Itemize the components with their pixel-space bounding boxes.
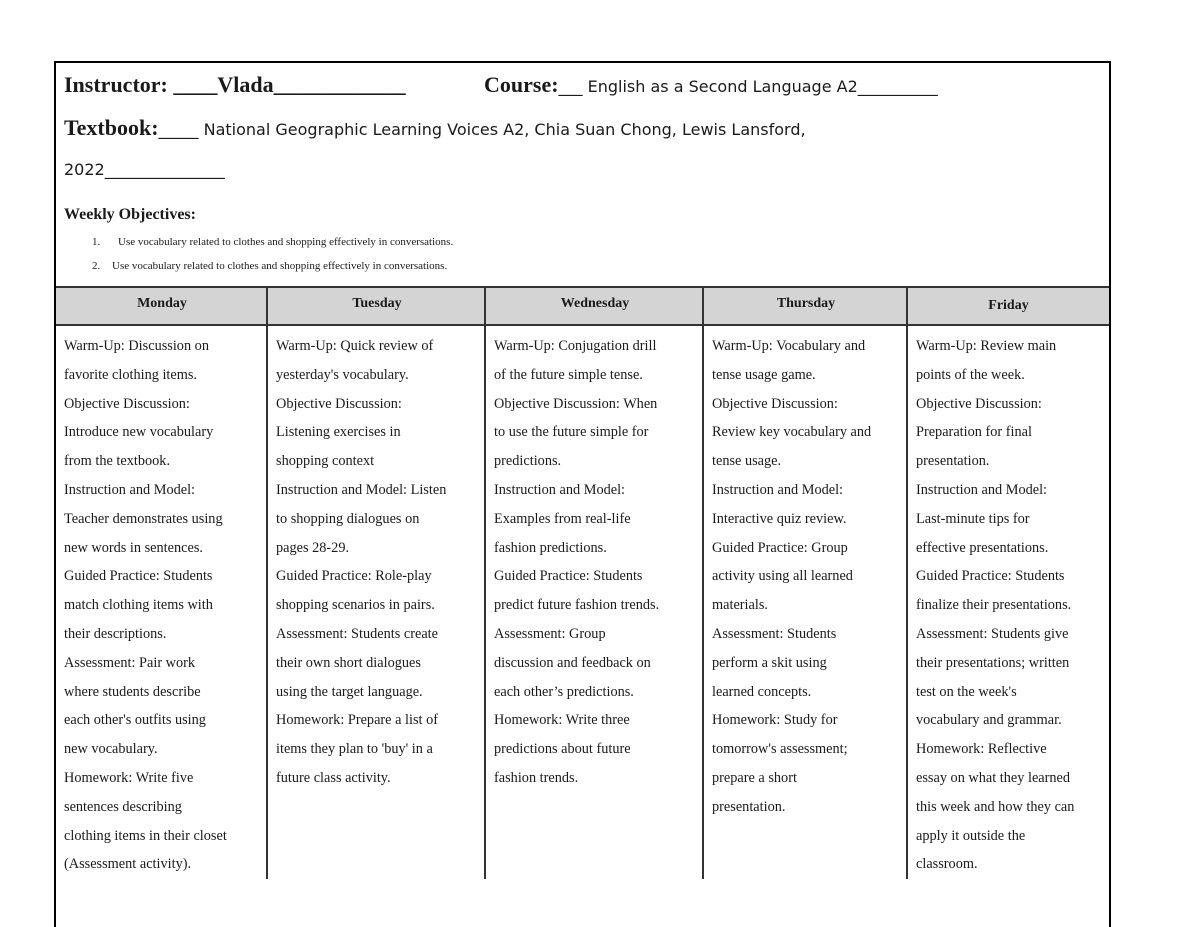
instructor-line xyxy=(64,72,406,98)
objective-item xyxy=(92,236,453,248)
plan-line: yesterday's vocabulary. xyxy=(276,366,409,383)
plan-line: presentation. xyxy=(712,798,786,815)
plan-line: Examples from real-life xyxy=(494,510,631,527)
plan-line: classroom. xyxy=(916,856,978,873)
plan-line: Homework: Write five xyxy=(64,769,194,786)
lesson-plan-sheet xyxy=(54,61,1111,927)
plan-line: favorite clothing items. xyxy=(64,366,198,383)
plan-line: their presentations; written xyxy=(916,654,1070,671)
plan-line: points of the week. xyxy=(916,366,1025,383)
plan-line: tomorrow's assessment; xyxy=(712,741,848,758)
plan-line: items they plan to 'buy' in a xyxy=(276,741,433,758)
objective-number: 1. xyxy=(92,236,101,248)
plan-line: Instruction and Model: xyxy=(494,481,626,498)
plan-line: Guided Practice: Students xyxy=(494,568,643,585)
day-header-wednesday: Wednesday xyxy=(560,296,630,311)
plan-line: sentences describing xyxy=(64,798,182,815)
plan-line: Warm-Up: Quick review of xyxy=(276,338,434,354)
plan-line: perform a skit using xyxy=(712,654,827,671)
plan-line: each other's outfits using xyxy=(64,712,206,729)
plan-line: Assessment: Students xyxy=(712,625,837,642)
plan-line: to use the future simple for xyxy=(494,424,649,441)
objective-text: Use vocabulary related to clothes and shopping effectively in conversations. xyxy=(118,236,454,248)
plan-line: Guided Practice: Group xyxy=(712,539,848,556)
plan-line: Guided Practice: Role-play xyxy=(276,568,432,585)
plan-line: clothing items in their closet xyxy=(64,827,227,844)
plan-line: predict future fashion trends. xyxy=(494,597,660,614)
plan-line: Objective Discussion: xyxy=(916,395,1042,412)
plan-line: effective presentations. xyxy=(916,539,1049,556)
lesson-plan-header xyxy=(56,63,1109,286)
course-label: Course: xyxy=(484,72,559,97)
plan-line: future class activity. xyxy=(276,769,391,786)
instructor-value: ____Vlada____________ xyxy=(167,72,406,97)
course-line xyxy=(484,72,938,98)
plan-line: Homework: Prepare a list of xyxy=(276,712,438,729)
plan-line: Objective Discussion: xyxy=(64,395,190,412)
day-plan-tuesday xyxy=(268,326,484,879)
plan-line: activity using all learned xyxy=(712,568,853,585)
plan-line: discussion and feedback on xyxy=(494,654,651,671)
plan-line: from the textbook. xyxy=(64,453,171,470)
plan-line: Interactive quiz review. xyxy=(712,510,847,527)
plan-line: Objective Discussion: xyxy=(712,395,838,412)
textbook-label: Textbook: xyxy=(64,115,159,140)
day-header-tuesday: Tuesday xyxy=(352,296,402,311)
plan-line: Warm-Up: Conjugation drill xyxy=(494,338,657,354)
plan-line: prepare a short xyxy=(712,769,797,786)
plan-line: fashion trends. xyxy=(494,769,579,786)
plan-line: Assessment: Group xyxy=(494,625,606,642)
plan-line: Review key vocabulary and xyxy=(712,424,872,441)
day-header-friday: Friday xyxy=(988,298,1029,313)
textbook-value-continued: 2022_______________ xyxy=(64,160,225,179)
plan-line: predictions about future xyxy=(494,741,631,758)
objective-item xyxy=(92,260,447,272)
plan-line: predictions. xyxy=(494,453,562,470)
plan-line: new vocabulary. xyxy=(64,741,158,758)
plan-line: Instruction and Model: xyxy=(64,481,196,498)
plan-line: Assessment: Students create xyxy=(276,625,438,642)
plan-line: fashion predictions. xyxy=(494,539,607,556)
plan-line: essay on what they learned xyxy=(916,769,1071,786)
objective-number: 2. xyxy=(92,260,101,272)
plan-line: shopping scenarios in pairs. xyxy=(276,597,435,614)
plan-line: Teacher demonstrates using xyxy=(64,510,223,527)
plan-line: (Assessment activity). xyxy=(64,856,192,873)
day-plan-wednesday xyxy=(486,326,702,879)
plan-line: Preparation for final xyxy=(916,424,1032,441)
plan-line: this week and how they can xyxy=(916,798,1075,815)
weekday-header-row xyxy=(56,286,1109,326)
textbook-value: _____ National Geographic Learning Voices A2, Chia Suan Chong, Lewis Lansford, xyxy=(158,120,806,139)
instructor-label: Instructor: xyxy=(64,72,168,97)
plan-line: Homework: Write three xyxy=(494,712,630,729)
plan-line: Objective Discussion: When xyxy=(494,395,658,412)
plan-line: Instruction and Model: Listen xyxy=(276,481,447,498)
plan-line: shopping context xyxy=(276,453,375,470)
course-value: ___ English as a Second Language A2__________ xyxy=(558,77,938,96)
plan-line: Introduce new vocabulary xyxy=(64,424,214,441)
plan-line: new words in sentences. xyxy=(64,539,203,556)
plan-line: where students describe xyxy=(64,683,201,700)
plan-line: Assessment: Students give xyxy=(916,625,1069,642)
weekly-objectives-title: Weekly Objectives: xyxy=(64,206,196,223)
plan-line: their own short dialogues xyxy=(276,654,421,671)
objective-text: Use vocabulary related to clothes and shopping effectively in conversations. xyxy=(112,260,448,272)
plan-line: each other’s predictions. xyxy=(494,683,634,700)
plan-line: match clothing items with xyxy=(64,597,213,614)
plan-line: Warm-Up: Vocabulary and xyxy=(712,338,866,354)
plan-line: test on the week's xyxy=(916,683,1017,700)
plan-line: Homework: Reflective xyxy=(916,741,1047,758)
plan-line: Assessment: Pair work xyxy=(64,654,196,671)
day-plan-friday xyxy=(908,326,1109,879)
plan-line: Instruction and Model: xyxy=(712,481,844,498)
day-header-monday: Monday xyxy=(137,296,187,311)
day-header-thursday: Thursday xyxy=(776,296,836,311)
plan-line: using the target language. xyxy=(276,683,423,700)
day-plan-thursday xyxy=(704,326,906,879)
plan-line: Objective Discussion: xyxy=(276,395,402,412)
plan-line: tense usage. xyxy=(712,453,782,470)
plan-line: tense usage game. xyxy=(712,366,816,383)
plan-line: Homework: Study for xyxy=(712,712,838,729)
plan-line: finalize their presentations. xyxy=(916,597,1072,614)
day-plan-monday xyxy=(56,326,266,879)
plan-line: Listening exercises in xyxy=(276,424,401,441)
plan-line: Warm-Up: Discussion on xyxy=(64,338,209,354)
plan-line: Instruction and Model: xyxy=(916,481,1048,498)
plan-line: to shopping dialogues on xyxy=(276,510,420,527)
plan-line: vocabulary and grammar. xyxy=(916,712,1062,729)
plan-line: Last-minute tips for xyxy=(916,510,1030,527)
textbook-line xyxy=(64,115,806,141)
plan-line: materials. xyxy=(712,597,768,614)
plan-line: Guided Practice: Students xyxy=(64,568,213,585)
plan-line: of the future simple tense. xyxy=(494,366,643,383)
plan-line: learned concepts. xyxy=(712,683,812,700)
plan-line: apply it outside the xyxy=(916,827,1026,844)
plan-line: presentation. xyxy=(916,453,990,470)
plan-line: pages 28-29. xyxy=(276,539,350,556)
plan-line: their descriptions. xyxy=(64,625,167,642)
plan-line: Guided Practice: Students xyxy=(916,568,1065,585)
plan-line: Warm-Up: Review main xyxy=(916,338,1057,354)
